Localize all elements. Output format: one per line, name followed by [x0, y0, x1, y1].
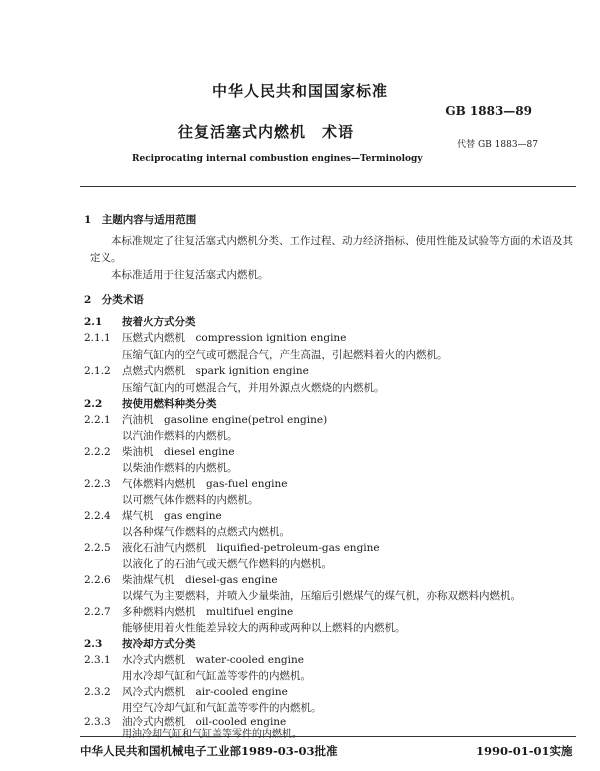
term-definition: 用空气冷却气缸和气缸盖等零件的内燃机。 [122, 702, 322, 714]
term-definition: 以可燃气体作燃料的内燃机。 [122, 494, 259, 506]
term-definition: 以柴油作燃料的内燃机。 [122, 462, 238, 474]
term-definition: 用水冷却气缸和气缸盖等零件的内燃机。 [122, 670, 311, 682]
term-item: 2.3.1 水冷式内燃机 water-cooled engine [84, 654, 304, 666]
term-item: 2.2.1 汽油机 gasoline engine(petrol engine) [84, 414, 328, 426]
term-definition: 压缩气缸内的空气或可燃混合气，产生高温，引起燃料着火的内燃机。 [122, 349, 448, 361]
section-1-heading: 1 主题内容与适用范围 [84, 214, 197, 226]
english-title: Reciprocating internal combustion engines—Terminology [132, 154, 423, 164]
standard-title: 中华人民共和国国家标准 [211, 82, 388, 100]
footer-divider [80, 736, 576, 737]
term-item: 2.1.1 压燃式内燃机 compression ignition engine [84, 332, 347, 344]
term-item: 2.2.4 煤气机 gas engine [84, 510, 222, 522]
term-item: 2.3.2 风冷式内燃机 air-cooled engine [84, 686, 288, 698]
section-1-paragraph-1: 本标准规定了往复活塞式内燃机分类、工作过程、动力经济指标、使用性能及试验等方面的术语及其定义。 [90, 235, 573, 264]
term-item: 2.2.3 气体燃料内燃机 gas-fuel engine [84, 478, 288, 490]
term-definition: 压缩气缸内的可燃混合气，并用外源点火燃烧的内燃机。 [122, 382, 385, 394]
gb-number: GB 1883—89 [445, 104, 532, 118]
term-item: 2.2.6 柴油煤气机 diesel-gas engine [84, 574, 278, 586]
term-definition: 以煤气为主要燃料，并喷入少量柴油，压缩后引燃煤气的煤气机，亦称双燃料内燃机。 [122, 590, 521, 602]
approval-note: 中华人民共和国机械电子工业部1989-03-03批准 [80, 744, 338, 758]
section-2-heading: 2 分类术语 [84, 294, 144, 306]
subsection-heading: 2.2 按使用燃料种类分类 [84, 398, 217, 410]
document-title: 往复活塞式内燃机 术语 [178, 123, 355, 141]
term-definition: 以各种煤气作燃料的点燃式内燃机。 [122, 526, 290, 538]
header-divider [80, 186, 576, 187]
term-definition: 用油冷却气缸和气缸盖等零件的内燃机。 [122, 729, 302, 740]
replaces-note: 代替 GB 1883—87 [457, 140, 538, 150]
subsection-number: 2.1 [84, 316, 103, 328]
term-item: 2.1.2 点燃式内燃机 spark ignition engine [84, 365, 309, 377]
subsection-heading: 2.3 按冷却方式分类 [84, 638, 196, 650]
term-item: 2.3.3 油冷式内燃机 oil-cooled engine [84, 716, 287, 728]
term-definition: 能够使用着火性能差异较大的两种或两种以上燃料的内燃机。 [122, 622, 406, 634]
subsection-title: 按着火方式分类 [122, 316, 196, 328]
term-item: 2.2.7 多种燃料内燃机 multifuel engine [84, 606, 294, 618]
term-definition: 以汽油作燃料的内燃机。 [122, 430, 238, 442]
section-1-paragraph-2: 本标准适用于往复活塞式内燃机。 [111, 269, 269, 281]
effective-date: 1990-01-01实施 [476, 744, 573, 758]
term-definition: 以液化了的石油气或天燃气作燃料的内燃机。 [122, 558, 332, 570]
subsection-heading [84, 314, 196, 329]
term-item: 2.2.5 液化石油气内燃机 liquified-petroleum-gas engine [84, 542, 380, 554]
term-item: 2.2.2 柴油机 diesel engine [84, 446, 235, 458]
